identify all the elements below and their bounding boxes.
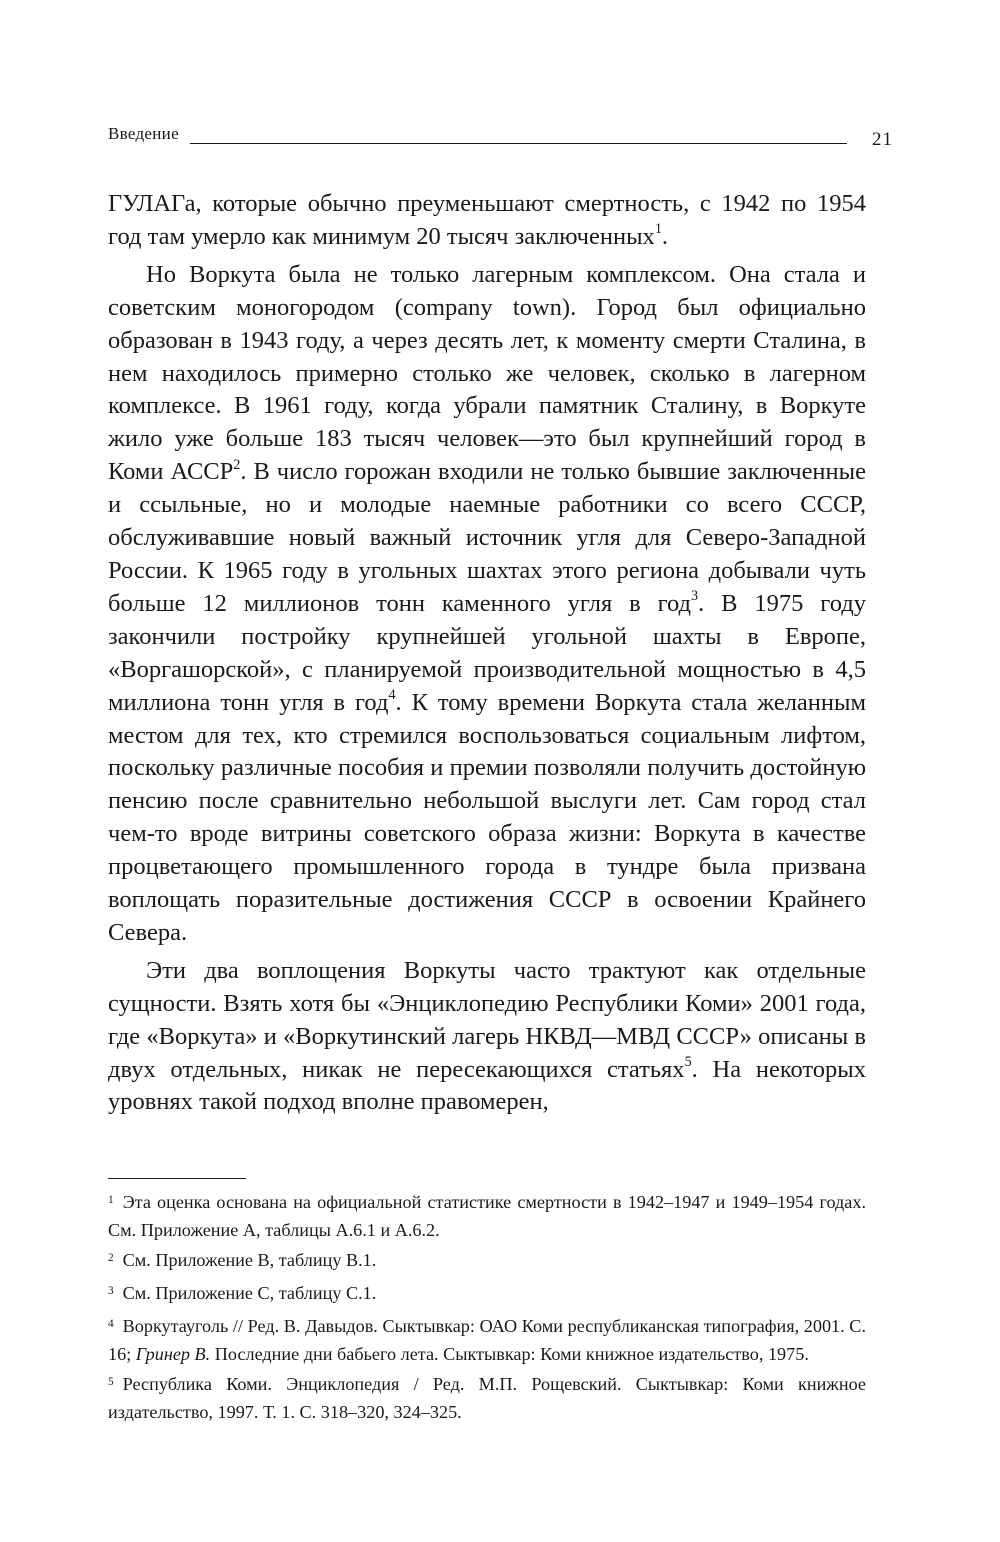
footnote-number: 2 xyxy=(108,1251,114,1264)
paragraph xyxy=(108,259,866,950)
main-text xyxy=(108,188,866,1119)
footnote xyxy=(108,1372,866,1425)
footnote-text: См. Приложение С, таблицу С.1. xyxy=(122,1283,377,1303)
footnote-text: Республика Коми. Энциклопедия / Ред. М.П. Рощевский. Сыктывкар: Коми книжное издательство, 1997. Т. 1. С. 318–320, 324–325. xyxy=(108,1374,866,1422)
footnotes xyxy=(108,1190,866,1430)
footnote-number: 3 xyxy=(108,1284,114,1297)
footnote-ref: 4 xyxy=(388,687,396,704)
paragraph xyxy=(108,955,866,1120)
running-head xyxy=(108,124,893,154)
footnote-rule xyxy=(108,1178,246,1179)
footnote-ref: 2 xyxy=(233,456,241,473)
text-run: ГУЛАГа, которые обычно преуменьшают смертность, с 1942 по 1954 год там умерло как минимум 20 тысяч заключенных xyxy=(108,190,866,250)
paragraph xyxy=(108,188,866,254)
footnote xyxy=(108,1314,866,1367)
text-run: . В 1975 году закончили постройку крупнейшей угольной шахты в Европе, «Воргашорской», с планируемой производительной мощностью в 4,5 миллиона тонн угля в год xyxy=(108,589,866,716)
footnote-number: 4 xyxy=(108,1317,114,1330)
text-run: . К тому времени Воркута стала желанным местом для тех, кто стремился воспользоваться социальным лифтом, поскольку различные пособия и премии позволяли получить достойную пенсию после сравнительно небольшой выслуги лет. Сам город стал чем-то вроде витрины советского образа жизни: Воркута в качестве процветающего промышленного города в тундре была призвана воплощать поразительные достижения СССР в освоении Крайнего Севера. xyxy=(108,688,866,946)
text-run: . На некоторых уровнях такой подход вполне правомерен, xyxy=(108,1055,867,1116)
text-run: . В число горожан входили не только бывшие заключенные и ссыльные, но и молодые наемные работники со всего СССР, обслуживавшие новый важный источник угля для Северо-Западной России. К 1965 году в угольных шахтах этого региона добывали чуть больше 12 миллионов тонн каменного угля в год xyxy=(108,458,866,617)
footnote xyxy=(108,1248,866,1276)
footnote-number: 1 xyxy=(108,1193,114,1206)
footnote-number: 5 xyxy=(108,1375,114,1388)
text-run: Эти два воплощения Воркуты часто трактуют как отдельные сущности. Взять хотя бы «Энциклопедию Республики Коми» 2001 года, где «Воркута» и «Воркутинский лагерь НКВД—МВД СССР» описаны в двух отдельных, никак не пересекающихся статьях xyxy=(108,956,866,1083)
footnote xyxy=(108,1281,866,1309)
footnote-text: См. Приложение B, таблицу B.1. xyxy=(122,1250,377,1270)
section-title: Введение xyxy=(108,124,179,143)
footnote-ref: 5 xyxy=(684,1054,692,1070)
text-run: Но Воркута была не только лагерным комплексом. Она стала и советским моногородом (company town). Город был официально образован в 1943 году, а через десять лет, к моменту смерти Сталина, в нем находилось примерно столько же человек, сколько в лагерном комплексе. В 1961 году, когда убрали памятник Сталину, в Воркуте жило уже больше 183 тысяч человек—это был крупнейший город в Коми АССР xyxy=(108,260,866,486)
footnote-author-italic: Гринер В. xyxy=(135,1344,211,1364)
footnote-ref: 3 xyxy=(691,588,699,605)
text-run: . xyxy=(661,222,669,250)
header-rule xyxy=(190,143,847,144)
footnote-ref: 1 xyxy=(654,221,662,238)
footnote xyxy=(108,1190,866,1243)
footnote-text: Последние дни бабьего лета. Сыктывкар: Коми книжное издательство, 1975. xyxy=(210,1344,809,1364)
page-number: 21 xyxy=(872,129,893,150)
footnote-text: Воркутауголь // Ред. В. Давыдов. Сыктывкар: ОАО Коми республиканская типография, 2001. С. 16; xyxy=(108,1316,866,1364)
footnote-text: Эта оценка основана на официальной статистике смертности в 1942–1947 и 1949–1954 годах. См. Приложение А, таблицы А.6.1 и А.6.2. xyxy=(108,1192,866,1240)
